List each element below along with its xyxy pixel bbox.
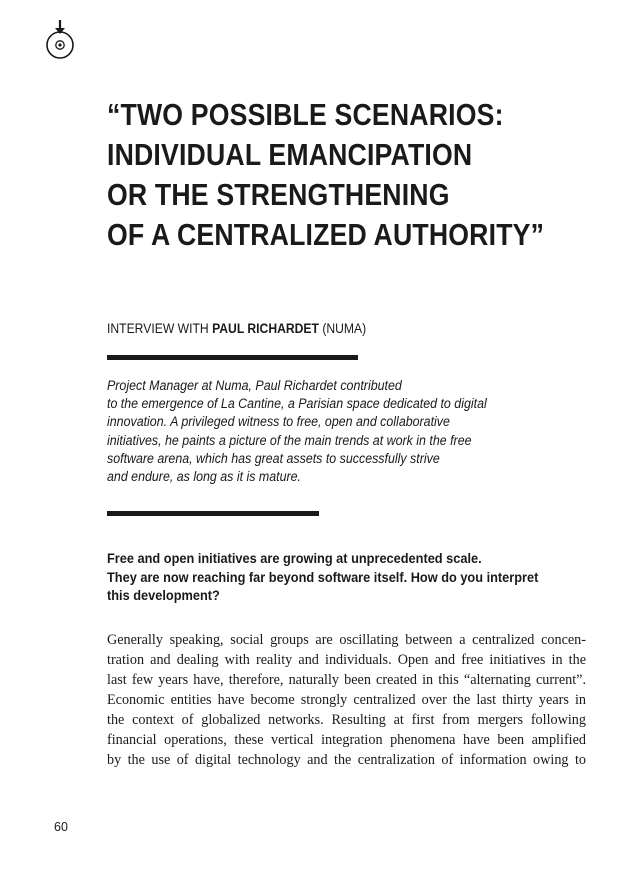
intro-line: innovation. A privileged witness to free, open and collaborative bbox=[107, 414, 450, 430]
byline-prefix: INTERVIEW WITH bbox=[107, 321, 213, 336]
intro-line: Project Manager at Numa, Paul Richardet contributed bbox=[107, 378, 402, 393]
intro-line: to the emergence of La Cantine, a Parisian space dedicated to digital bbox=[107, 396, 487, 412]
intro-paragraph bbox=[107, 377, 539, 486]
answer-line: Economic entities have become strongly centralized over the last thirty years in bbox=[107, 692, 586, 708]
intro-line: software arena, which has great assets to successfully strive bbox=[107, 450, 440, 466]
divider-rule bbox=[107, 355, 358, 360]
answer-line: last few years have, therefore, naturally been created in this “alternating current”. bbox=[107, 672, 586, 688]
answer-line: financial operations, these vertical integration phenomena have been amplified bbox=[107, 732, 586, 748]
byline bbox=[107, 321, 366, 336]
title-line: “TWO POSSIBLE SCENARIOS: bbox=[107, 97, 504, 132]
divider-rule bbox=[107, 511, 319, 516]
interview-question bbox=[107, 550, 575, 606]
intro-line: and endure, as long as it is mature. bbox=[107, 469, 302, 485]
arrow-target-icon bbox=[43, 20, 81, 60]
title-line: INDIVIDUAL EMANCIPATION bbox=[107, 137, 473, 172]
page-number: 60 bbox=[54, 820, 68, 834]
answer-line: the context of globalized networks. Resulting at first from mergers following bbox=[107, 712, 586, 728]
answer-line: by the use of digital technology and the centralization of information owing to bbox=[107, 752, 586, 768]
byline-suffix: (NUMA) bbox=[318, 321, 367, 336]
title-line: OR THE STRENGTHENING bbox=[107, 177, 450, 212]
interview-answer bbox=[107, 630, 586, 770]
question-line: this development? bbox=[107, 588, 220, 604]
answer-line: tration and dealing with reality and individuals. Open and free initiatives in the bbox=[107, 652, 586, 668]
question-line: Free and open initiatives are growing at unprecedented scale. bbox=[107, 551, 482, 567]
question-line: They are now reaching far beyond software itself. How do you interpret bbox=[107, 569, 539, 586]
title-line: OF A CENTRALIZED AUTHORITY” bbox=[107, 217, 545, 252]
page-title bbox=[107, 95, 545, 255]
intro-line: initiatives, he paints a picture of the main trends at work in the free bbox=[107, 432, 472, 448]
answer-line: Generally speaking, social groups are oscillating between a centralized concen- bbox=[107, 632, 586, 648]
interviewee-name: PAUL RICHARDET bbox=[212, 321, 319, 336]
